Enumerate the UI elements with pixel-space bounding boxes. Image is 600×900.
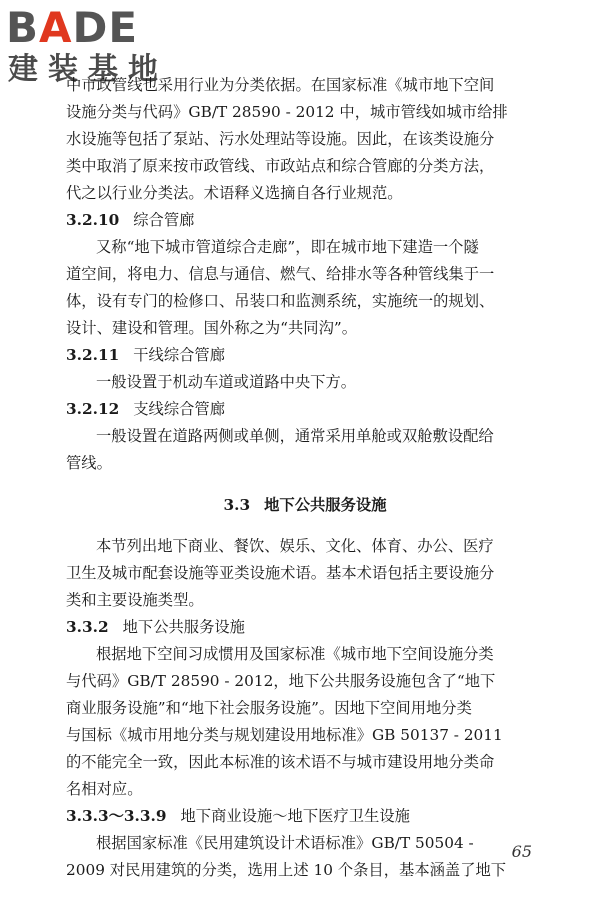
text-line: 根据国家标准《民用建筑设计术语标准》GB/T 50504 - xyxy=(96,834,474,852)
text-line: 一般设置于机动车道或道路中央下方。 xyxy=(96,373,357,391)
clause-heading-3-3-3-to-3-3-9: 3.3.3～3.3.9 地下商业设施～地下医疗卫生设施 xyxy=(66,807,410,825)
text-line: 的不能完全一致，因此本标准的该术语不与城市建设用地分类命 xyxy=(66,753,495,771)
text-line: 商业服务设施”和“地下社会服务设施”。因地下空间用地分类 xyxy=(66,699,472,717)
text-line: 水设施等包括了泵站、污水处理站等设施。因此，在该类设施分 xyxy=(66,130,495,148)
logo-wordmark: BADE xyxy=(6,3,139,52)
text-line: 中市政管线也采用行业为分类依据。在国家标准《城市地下空间 xyxy=(66,76,495,94)
page-number: 65 xyxy=(511,842,532,861)
text-line: 设计、建设和管理。国外称之为“共同沟”。 xyxy=(66,319,357,337)
text-line: 类和主要设施类型。 xyxy=(66,591,204,609)
text-line: 名相对应。 xyxy=(66,780,143,798)
paragraph-intro xyxy=(66,72,544,207)
logo-subtitle: 建装基地 xyxy=(8,52,168,87)
page-body xyxy=(66,72,544,884)
text-line: 根据地下空间习成惯用及国家标准《城市地下空间设施分类 xyxy=(96,645,494,663)
text-line: 本节列出地下商业、餐饮、娱乐、文化、体育、办公、医疗 xyxy=(96,537,494,555)
text-line: 体，设有专门的检修口、吊装口和监测系统，实施统一的规划、 xyxy=(66,292,495,310)
clause-heading-3-2-11: 3.2.11 干线综合管廊 xyxy=(66,346,226,364)
clause-heading-3-2-12: 3.2.12 支线综合管廊 xyxy=(66,400,226,418)
text-line: 又称“地下城市管道综合走廊”，即在城市地下建造一个隧 xyxy=(96,238,479,256)
section-heading-3-3: 3.3 地下公共服务设施 xyxy=(223,496,387,514)
text-line: 与国标《城市用地分类与规划建设用地标准》GB 50137 - 2011 xyxy=(66,726,503,744)
text-line: 设施分类与代码》GB/T 28590 - 2012 中，城市管线如城市给排 xyxy=(66,103,508,121)
text-line: 类中取消了原来按市政管线、市政站点和综合管廊的分类方法， xyxy=(66,157,495,175)
text-line: 道空间，将电力、信息与通信、燃气、给排水等各种管线集于一 xyxy=(66,265,495,283)
text-line: 2009 对民用建筑的分类，选用上述 10 个条目，基本涵盖了地下 xyxy=(66,861,507,879)
text-line: 一般设置在道路两侧或单侧，通常采用单舱或双舱敷设配给 xyxy=(96,427,494,445)
clause-heading-3-2-10: 3.2.10 综合管廊 xyxy=(66,211,195,229)
text-line: 卫生及城市配套设施等亚类设施术语。基本术语包括主要设施分 xyxy=(66,564,495,582)
text-line: 与代码》GB/T 28590 - 2012，地下公共服务设施包含了“地下 xyxy=(66,672,496,690)
text-line: 管线。 xyxy=(66,454,112,472)
text-line: 代之以行业分类法。术语释义选摘自各行业规范。 xyxy=(66,184,403,202)
clause-heading-3-3-2: 3.3.2 地下公共服务设施 xyxy=(66,618,245,636)
